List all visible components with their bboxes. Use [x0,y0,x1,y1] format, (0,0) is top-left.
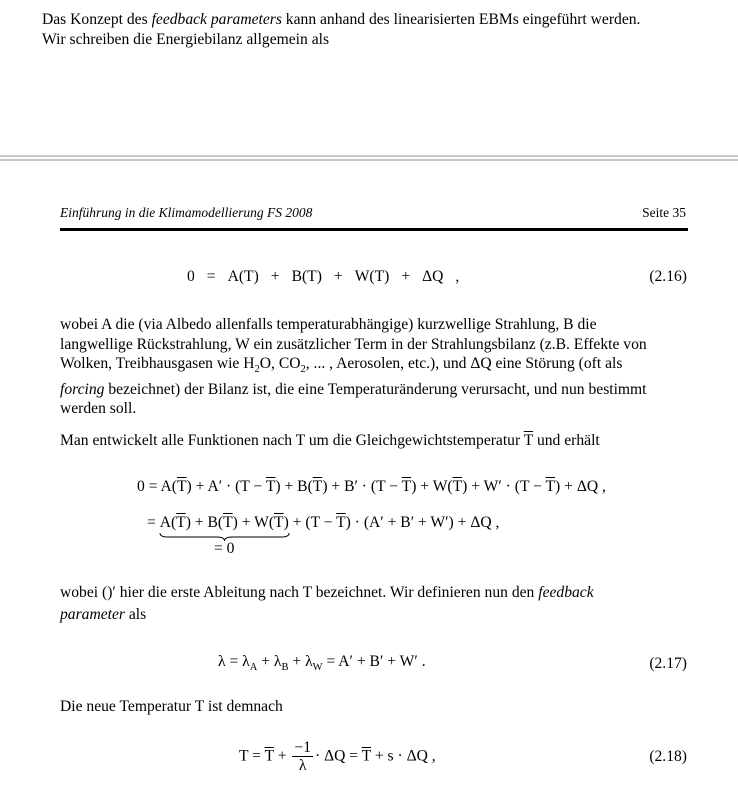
intro-line-2: Wir schreiben die Energiebilanz allgemein als [42,31,330,48]
intro-text [42,10,640,50]
forcing-emphasis: forcing [60,380,105,398]
paragraph-feedback-definition: wobei ()′ hier die erste Ableitung nach T bezeichnet. Wir definieren nun den feedback parameter als [60,584,594,623]
running-header-title: Einführung in die Klimamodellierung FS 2008 [60,205,313,220]
equation-2-17: $\lambda = \lambda_A + \lambda_B + \lambda_W = A' + B' + W'$ . [218,653,426,673]
intro-line-1: Das Konzept des feedback parameters kann anhand des linearisierten EBMs eingeführt werden. [42,11,641,28]
equation-number-2-18: (2.18) [649,748,687,765]
fraction-minus-one-over-lambda: $\frac{-1}{\lambda}$ [294,739,311,774]
equation-2-16: 0 = A(T) + B(T) + W(T) + ΔQ , [187,268,460,285]
page-break-line-bottom [0,159,738,161]
equation-number-2-16: (2.16) [649,268,687,285]
paragraph-definitions: wobei A die (via Albedo allenfalls temperaturabhängige) kurzwellige Strahlung, B die langwellige Rückstrahlung, W ein zusätzlicher Term in der Strahlungsbilanz (z.B. Effekte von Wolken, Treibhausgasen wie $H_2O$, $CO_2$, ... , Aerosolen, etc.), und ΔQ eine Störung (oft als forcing bezeichnet) der Bilanz ist, die eine Temperaturänderung verursacht, und nun bestimmt werden soll. [60,316,647,418]
underbrace-label: = 0 [213,540,235,557]
equation-expansion-line-1: $0 = A(\overline{T}) + A' \cdot (T - \overline{T}) + B(\overline{T}) + B' \cdot (T - \overline{T}) + W(\overline{T}) + W' \cdot (T - \overline{T}) + \Delta Q$ , [137,478,606,495]
equation-number-2-17: (2.17) [649,655,687,672]
equation-2-18: $T = \overline{T}$ + $\frac{-1}{\lambda}$ · $\Delta Q = \overline{T} + s \cdot \Delta Q$ , [239,739,436,774]
paragraph-expansion: Man entwickelt alle Funktionen nach T um die Gleichgewichtstemperatur $\overline{T}$ und erhält [60,432,600,449]
page-break-line-top [0,155,738,157]
underbrace-group: $A(\overline{T}) + B(\overline{T}) + W(\overline{T})$ = 0 [159,514,289,557]
equation-expansion-line-2: = $A(\overline{T}) + B(\overline{T}) + W(\overline{T})$ = 0 + $(T - \overline{T}) \cdot (A' + B' + W') + \Delta Q$ , [147,514,500,557]
page-number: Seite 35 [642,205,686,220]
feedback-parameters-emphasis: feedback parameters [151,11,282,28]
header-rule [60,228,688,231]
paragraph-new-temperature: Die neue Temperatur T ist demnach [60,698,283,715]
